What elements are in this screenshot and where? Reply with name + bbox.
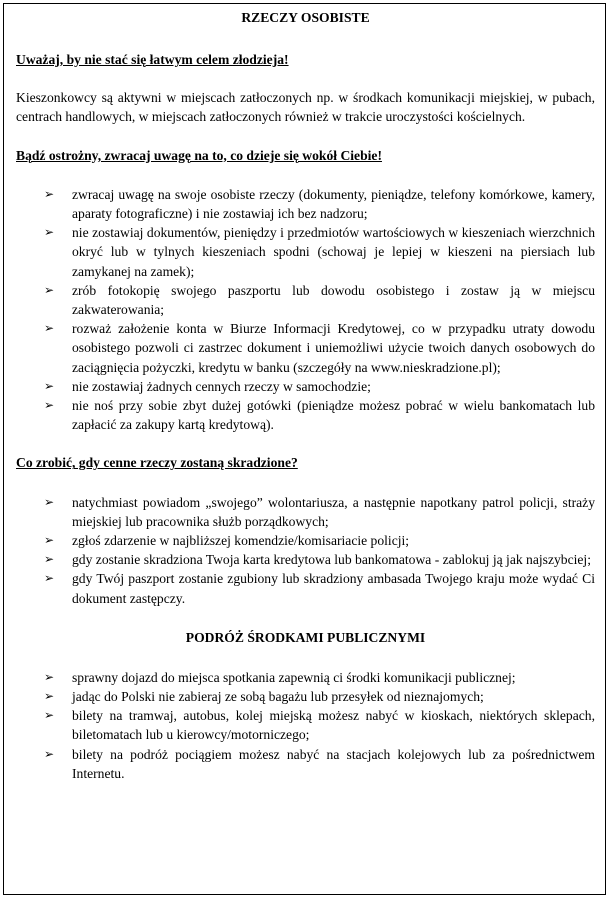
arrow-bullet-icon: ➢ (44, 669, 55, 684)
stolen-heading: Co zrobić, gdy cenne rzeczy zostaną skradzione? (16, 455, 298, 471)
list-item: ➢ gdy Twój paszport zostanie zgubiony lub skradziony ambasada Twojego kraju może wydać Ci dokument zastępczy. (44, 571, 595, 606)
section-title-personal-items: RZECZY OSOBISTE (241, 10, 370, 25)
list-item: ➢ rozważ założenie konta w Biurze Informacji Kredytowej, co w przypadku utraty dowodu osobistego pozwoli ci zastrzec dokument i uniemożliwi użycie twoich danych osobowych do zaciągnięcia pożyczki, kredytu w banku (szczegóły na www.nieskradzione.pl); (44, 321, 595, 375)
careful-heading: Bądź ostrożny, zwracaj uwagę na to, co dzieje się wokół Ciebie! (16, 147, 382, 163)
arrow-bullet-icon: ➢ (44, 494, 55, 509)
arrow-bullet-icon: ➢ (44, 571, 55, 586)
list-item: ➢ zrób fotokopię swojego paszportu lub dowodu osobistego i zostaw ją w miejscu zakwaterowania; (44, 282, 595, 318)
document-body (16, 8, 595, 783)
intro-paragraph: Kieszonkowcy są aktywni w miejscach zatłoczonych np. w środkach komunikacji miejskiej, w pubach, centrach handlowych, w miejscach zatłoczonych również w trakcie uroczystości kościelnych. (16, 90, 595, 125)
stolen-list (16, 493, 595, 608)
arrow-bullet-icon: ➢ (44, 552, 55, 567)
arrow-bullet-icon: ➢ (44, 225, 55, 240)
list-item: ➢ nie zostawiaj żadnych cennych rzeczy w samochodzie; (16, 377, 595, 396)
list-item: ➢ zwracaj uwagę na swoje osobiste rzeczy (dokumenty, pieniądze, telefony komórkowe, kamery, aparaty fotograficzne) i nie zostawiaj ich bez nadzoru; (44, 186, 595, 222)
list-item: ➢ bilety na podróż pociągiem możesz nabyć na stacjach kolejowych lub za pośrednictwem Internetu. (44, 746, 595, 781)
arrow-bullet-icon: ➢ (44, 282, 55, 297)
arrow-bullet-icon: ➢ (44, 398, 55, 413)
arrow-bullet-icon: ➢ (44, 708, 55, 723)
list-item: ➢ nie noś przy sobie zbyt dużej gotówki (pieniądze możesz pobrać w wielu bankomatach lub zapłacić za zakupy kartą kredytową). (44, 398, 595, 433)
list-item: ➢ natychmiast powiadom „swojego” wolontariusza, a następnie napotkany patrol policji, straży miejskiej lub pracownika służb porządkowych; (44, 494, 595, 529)
list-item: ➢ jadąc do Polski nie zabieraj ze sobą bagażu lub przesyłek od nieznajomych; (16, 687, 595, 706)
arrow-bullet-icon: ➢ (44, 533, 55, 548)
section-title-public-transport: PODRÓŻ ŚRODKAMI PUBLICZNYMI (185, 629, 426, 645)
arrow-bullet-icon: ➢ (44, 321, 55, 336)
list-item: ➢ bilety na tramwaj, autobus, kolej miejską możesz nabyć w kioskach, niektórych sklepach, biletomatach lub u kierowcy/motorniczego; (44, 708, 595, 743)
list-item: ➢ zgłoś zdarzenie w najbliższej komendzie/komisariacie policji; (16, 531, 595, 550)
arrow-bullet-icon: ➢ (44, 186, 55, 201)
arrow-bullet-icon: ➢ (44, 378, 55, 393)
transport-list (16, 668, 595, 783)
careful-list (16, 185, 595, 435)
list-item: ➢ gdy zostanie skradziona Twoja karta kredytowa lub bankomatowa - zablokuj ją jak najszybciej; (16, 550, 595, 569)
arrow-bullet-icon: ➢ (44, 689, 55, 704)
list-item: ➢ sprawny dojazd do miejsca spotkania zapewnią ci środki komunikacji publicznej; (16, 668, 595, 687)
arrow-bullet-icon: ➢ (44, 746, 55, 761)
warning-heading: Uważaj, by nie stać się łatwym celem złodzieja! (16, 52, 289, 67)
list-item: ➢ nie zostawiaj dokumentów, pieniędzy i przedmiotów wartościowych w kieszeniach wierzchnich okryć lub w tylnych kieszeniach spodni (schowaj je lepiej w kieszeni na piersiach lub zamykanej na zamek); (44, 225, 595, 279)
